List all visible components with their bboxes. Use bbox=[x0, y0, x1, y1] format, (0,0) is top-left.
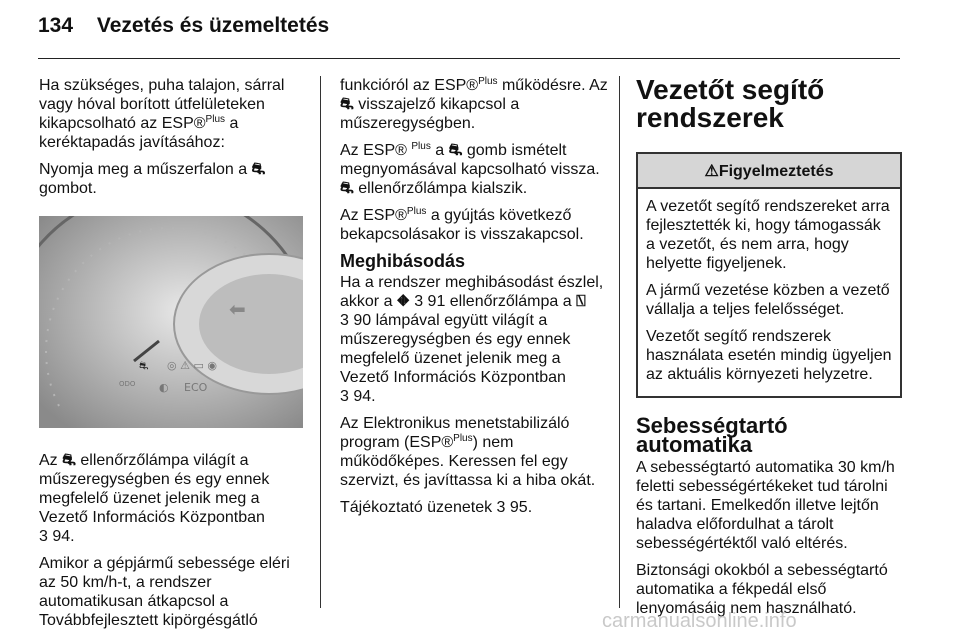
column-divider bbox=[320, 76, 321, 608]
paragraph: Tájékoztató üzenetek 3 95. bbox=[340, 499, 533, 516]
paragraph: Ha szükséges, puha talajon, sárral vagy hóval borított útfelületeken kikapcsolható az ESP®$^{Plus}$ a keréktapadás javításához: bbox=[39, 77, 285, 151]
page-ref-icon: 3 bbox=[414, 293, 424, 310]
paragraph: A sebességtartó automatika 30 km/h feletti sebességértékeket tud tárolni és tartani. Emelkedőn illetve lejtőn haladva előfordulhat a tárolt sebességértéktől való eltérés. bbox=[636, 459, 895, 552]
paragraph: Az ⛐ ellenőrzőlámpa világít a műszeregységben és egy ennek megfelelő üzenet jelenik meg a Vezető Információs Központban 3 94. bbox=[39, 452, 270, 545]
paragraph: Amikor a gépjármű sebessége eléri az 50 km/h-t, a rendszer automatikusan átkapcsol a Továbbfejlesztett kipörgésgátló bbox=[39, 555, 290, 629]
esp-off-icon: ⛐ bbox=[251, 161, 266, 178]
paragraph: Az Elektronikus menetstabilizáló program (ESP®$^{Plus}$) nem működőképes. Keressen fel egy szervizt, és javíttassa ki a hiba okát. bbox=[340, 415, 596, 489]
warning-text: A vezetőt segítő rendszereket arra fejlesztették ki, hogy támogassák a vezetőt, és nem arra, hogy helyette figyeljenek. bbox=[646, 198, 890, 272]
esp-lamp-icon: ⍂ bbox=[576, 293, 586, 310]
svg-text:⬅: ⬅ bbox=[229, 297, 246, 321]
paragraph: Nyomja meg a műszerfalon a ⛐ gombot. bbox=[39, 161, 266, 197]
paragraph: Az ESP®$^{Plus}$ a gyújtás következő bekapcsolásakor is visszakapcsol. bbox=[340, 206, 584, 243]
watermark: carmanualsonline.info bbox=[602, 610, 797, 632]
column-3 bbox=[636, 76, 902, 626]
page-ref-icon: 3 bbox=[340, 388, 349, 405]
svg-text:⛐: ⛐ bbox=[139, 359, 149, 372]
page-title: Vezetés és üzemeltetés bbox=[96, 14, 330, 37]
esp-off-icon: ⛐ bbox=[448, 142, 463, 159]
column-divider bbox=[619, 76, 620, 608]
esp-off-icon: ⛐ bbox=[340, 180, 354, 197]
page-header bbox=[38, 14, 329, 38]
paragraph: Biztonsági okokból a sebességtartó automatika a fékpedál első lenyomásáig nem használható. bbox=[636, 562, 888, 617]
page-ref-icon: 3 bbox=[39, 528, 48, 545]
page-number: 134 bbox=[38, 14, 74, 37]
section-heading: Meghibásodás bbox=[340, 251, 466, 271]
instrument-cluster-photo bbox=[39, 216, 303, 428]
svg-text:ODO: ODO bbox=[119, 380, 136, 388]
esp-off-icon: ⛐ bbox=[62, 452, 76, 469]
svg-text:ECO: ECO bbox=[184, 381, 208, 394]
svg-text:◎ ⚠ ▭ ◉: ◎ ⚠ ▭ ◉ bbox=[167, 359, 217, 372]
column-2 bbox=[340, 76, 608, 525]
paragraph: funkcióról az ESP®$^{Plus}$ működésre. Az ⛐ visszajelző kikapcsol a műszeregységben. bbox=[340, 76, 608, 132]
page-ref-icon: 3 bbox=[340, 312, 349, 329]
paragraph: Ha a rendszer meghibásodást észlel, akkor a ⛖ 3 91 ellenőrzőlámpa a ⍂ 3 90 lámpával együtt világít a műszeregységben és egy ennek megfelelő üzenet jelenik meg a Vezető Információs Központban 3 94. bbox=[340, 274, 604, 405]
warning-text: A jármű vezetése közben a vezető vállalja a teljes felelősséget. bbox=[646, 282, 890, 318]
warning-title: ⚠Figyelmeztetés bbox=[638, 154, 900, 189]
header-rule bbox=[38, 58, 900, 59]
esp-off-icon: ⛐ bbox=[340, 96, 354, 113]
chapter-heading: Vezetőt segítő rendszerek bbox=[636, 74, 825, 133]
section-heading: Sebességtartó automatika bbox=[636, 413, 788, 457]
warning-icon: ⚠ bbox=[704, 163, 719, 180]
column-1 bbox=[39, 76, 301, 638]
abs-lamp-icon: ⛖ bbox=[396, 293, 410, 310]
paragraph: Az ESP® $^{Plus}$ a ⛐ gomb ismételt megnyomásával kapcsolható vissza. ⛐ ellenőrzőlámpa kialszik. bbox=[340, 141, 600, 197]
svg-text:◐: ◐ bbox=[159, 381, 169, 394]
warning-text: Vezetőt segítő rendszerek használata esetén mindig ügyeljen az aktuális környezeti helyzetre. bbox=[646, 328, 892, 383]
warning-box bbox=[636, 152, 902, 398]
page-ref-icon: 3 bbox=[496, 499, 506, 516]
